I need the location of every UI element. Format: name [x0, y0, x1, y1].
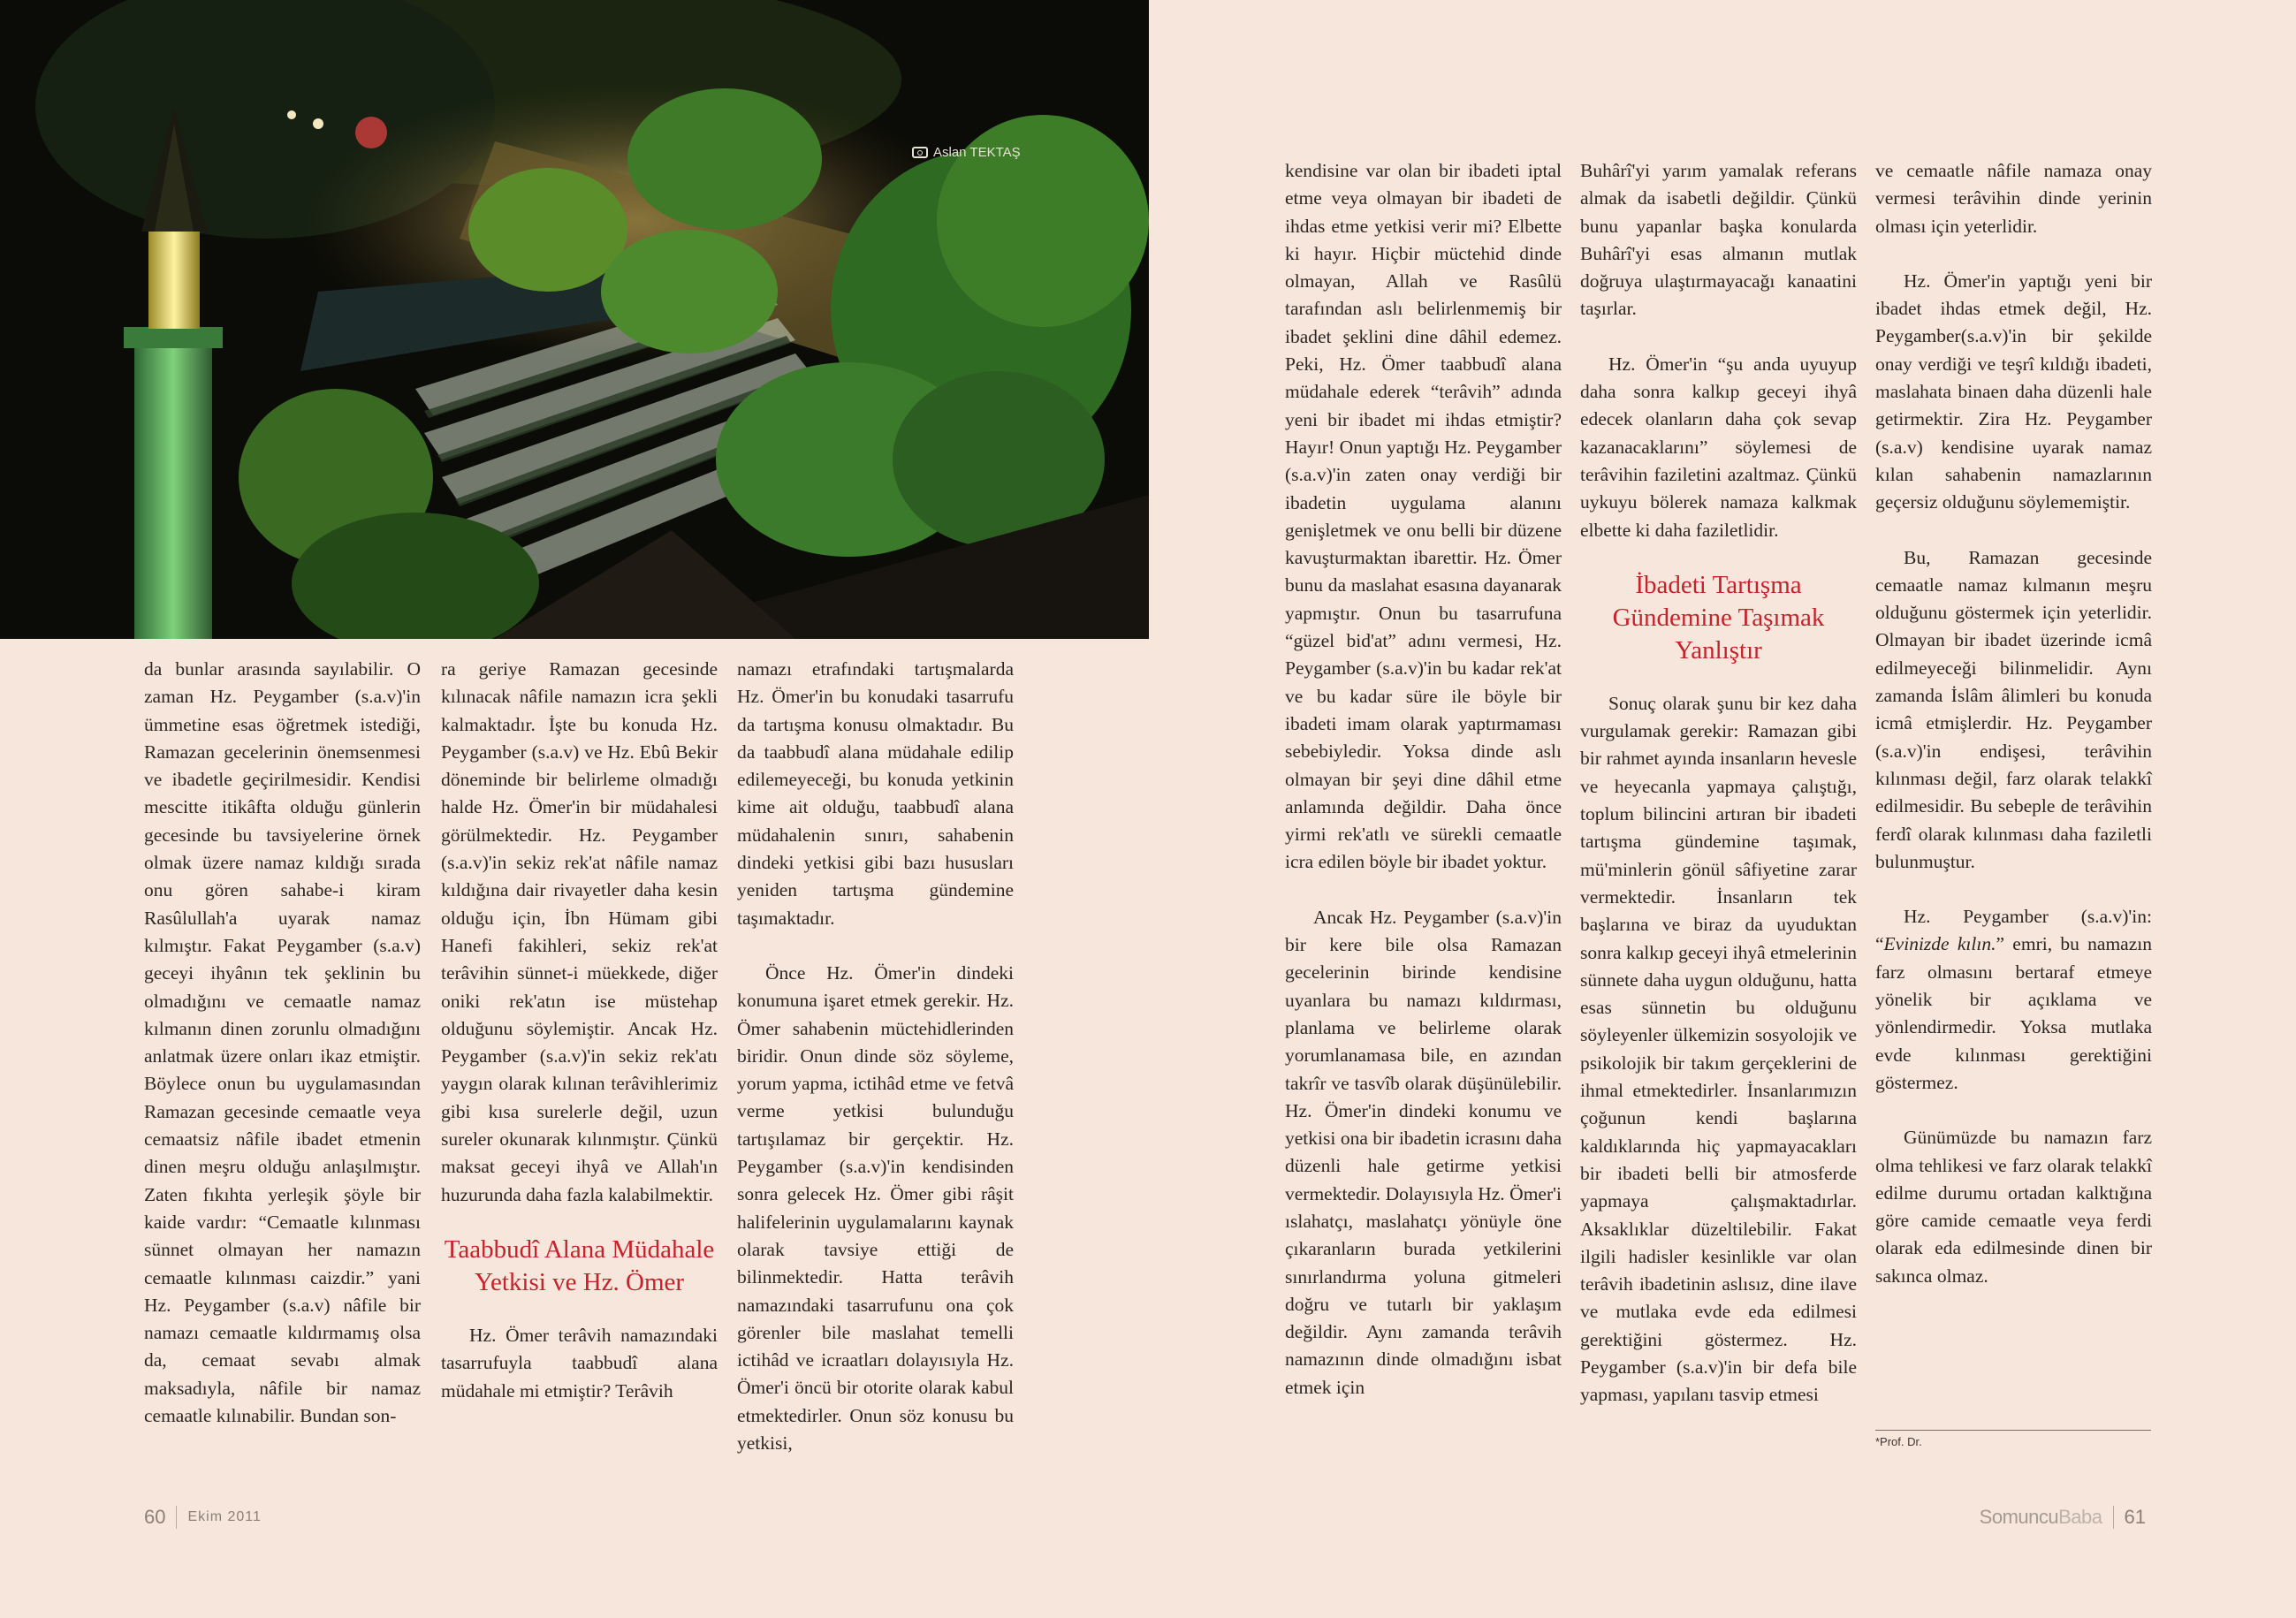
paragraph: da bunlar arasında sayılabilir. O zaman Hz. Peygamber (s.a.v)'in ümmetine esas öğretmek istediği, Ramazan gecelerinin önemsenmesi ve ibadetle geçirilmesidir. Kendisi mescitte itikâfta olduğu günlerin gecesinde bu tavsiyelerine örnek olmak üzere namaz kıldığı sırada onu gören sahabe-i kiram Rasûlullah'a uyarak namaz kılmıştır. Fakat Peygamber (s.a.v) geceyi ihyânın tek şeklinin bu olmadığını ve cemaatle namaz kılmanın dinen zorunlu olmadığını anlatmak üzere onları ikaz etmiştir. Böylece onun bu uygulamasından Ramazan gecesinde cemaatle veya cemaatsiz nâfile ibadet etmenin dinen meşru olduğu anlaşılmıştır. Zaten fıkıhta yerleşik şöyle bir kaide vardır: “Cemaatle kılınması sünnet olmayan her namazın cemaatle kılınması caizdir.” yani Hz. Peygamber (s.a.v) nâfile bir namazı cemaatle kıldırmamış olsa da, cemaat sevabı almak maksadıyla, nâfile bir namaz cemaatle kılınabilir. Bundan son- — [144, 658, 421, 1427]
paragraph: Hz. Ömer'in “şu anda uyuyup daha sonra kalkıp geceyi ihyâ edecek olanların daha çok sevap kazanacaklarını” söylemesi de terâvihin faziletini azaltmaz. Çünkü uykuyu bölerek namaza kalkmak elbette ki daha faziletlidir. — [1580, 353, 1857, 541]
issue-date: Ekim 2011 — [187, 1509, 262, 1524]
paragraph: Ancak Hz. Peygamber (s.a.v)'in bir kere bile olsa Ramazan gecelerinin birinde kendisine uyanlara bu namazı kıldırması, planlama ve belirleme olarak yorumlanamasa bile, en azından takrîr ve tasvîb olarak düşünülebilir. Hz. Ömer'in dindeki konumu ve yetkisi ona bir ibadetin icrasını daha düzenli hale getirme yetkisi vermektedir. Dolayısıyla Hz. Ömer'i ıslahatçı, maslahatçı yönüyle öne çıkaranların burada yetkilerini sınırlandırma yoluna gitmeleri doğru ve tutarlı bir yaklaşım değildir. Aynı zamanda terâvih namazının dinde olmadığını isbat etmek için — [1285, 906, 1562, 1398]
section-heading: Taabbudî Alana Müdahale Yetkisi ve Hz. Ömer — [444, 1234, 715, 1296]
divider — [2113, 1506, 2114, 1529]
quote-text: Evinizde kılın. — [1883, 933, 1996, 955]
paragraph: ra geriye Ramazan gecesinde kılınacak nâfile namazın icra şekli kalmaktadır. İşte bu konuda Hz. Peygamber (s.a.v) ve Hz. Ebû Bekir döneminde bir belirleme olmadığı halde Hz. Ömer'in bir müdahalesi görülmektedir. Hz. Peygamber (s.a.v)'in sekiz rek'at nâfile namaz kıldığına dair rivayetler daha kesin olduğu için, İbn Hümam gibi Hanefi fakihleri, sekiz rek'at terâvihin sünnet-i müekkede, diğer oniki rek'atın ise müstehap olduğunu söylemiştir. Ancak Hz. Peygamber (s.a.v)'in sekiz rek'atı yaygın olarak kılınan terâvihlerimiz gibi kısa surelerle değil, uzun sureler okunarak kılınmıştır. Çünkü maksat geceyi ihyâ ve Allah'ın huzurunda daha fazla kalabilmektir. — [441, 658, 718, 1205]
divider — [176, 1506, 177, 1529]
column-1 — [144, 656, 421, 1430]
page-number: 60 — [144, 1506, 166, 1528]
footer-left — [144, 1506, 262, 1529]
column-3 — [737, 656, 1014, 1457]
text-run: Hz. Peygamber (s.a.v)'in: “ — [1875, 906, 2152, 955]
paragraph: Önce Hz. Ömer'in dindeki konumuna işaret etmek gerekir. Hz. Ömer sahabenin müctehidlerinden biridir. Onun dinde söz söyleme, yorum yapma, ictihâd etme ve fetvâ verme yetkisi bulunduğu tartışılamaz bir gerçektir. Hz. Peygamber (s.a.v)'in kendisinden sonra gelecek Hz. Ömer gibi râşit halifelerinin uygulamalarını kaynak olarak tavsiye ettiği de bilinmektedir. Hatta terâvih namazındaki tasarrufunu ona çok görenler bile maslahat temelli ictihâd ve icraatları dolayısıyla Hz. Ömer'i öncü bir otorite olarak kabul etmektedirler. Onun söz konusu bu yetkisi, — [737, 961, 1014, 1455]
footnote-rule — [1875, 1430, 2151, 1431]
paragraph — [1875, 903, 2152, 1097]
paragraph: Sonuç olarak şunu bir kez daha vurgulamak gerekir: Ramazan gibi bir rahmet ayında insanların hevesle ve heyecanla yapmaya çalıştığı, toplum bilincini artıran bir ibadeti tartışma gündemine taşımak, mü'minlerin gönül sâfiyetine zarar vermektedir. İnsanların tek başlarına ve biraz da uyuduktan sonra kalkıp geceyi ihyâ etmelerinin sünnete daha uygun olduğunu, hatta esas sünnetin bu olduğunu söyleyenler ülkemizin sosyolojik ve psikolojik bir takım gerçeklerini de ihmal etmektedirler. İnsanlarımızın çoğunun kendi başlarına kaldıklarında hiç yapmayacakları bir ibadeti belli bir atmosferde yapmaya çalışmaktadırlar. Aksaklıklar düzeltilebilir. Fakat ilgili hadisler kesinlikle var olan terâvih ibadetinin aslısız, dine ilave ve mutlaka evde eda edilmesi gerektiğini göstermez. Hz. Peygamber (s.a.v)'in bir defa bile yapması, yapılanı tasvip etmesi — [1580, 692, 1857, 1406]
photo-credit-text: Aslan TEKTAŞ — [933, 145, 1021, 160]
paragraph: ve cemaatle nâfile namaza onay vermesi terâvihin dinde yerinin olması için yeterlidir. — [1875, 160, 2152, 237]
paragraph: Buhârî'yi yarım yamalak referans almak da isabetli değildir. Çünkü bunu yapanlar başka konularda Buhârî'yi esas almanın mutlak doğruya ulaştırmayacağı kanaatini taşırlar. — [1580, 160, 1857, 320]
paragraph: kendisine var olan bir ibadeti iptal etme veya olmayan bir ibadeti de ihdas etme yetkisi verir mi? Elbette ki hayır. Hiçbir müctehid dinde olmayan, Allah ve Rasûlü tarafından aslı belirlenmemiş bir ibadet şeklini dine dâhil edemez. Peki, Hz. Ömer taabbudî alana müdahale ederek “terâvih” adında yeni bir ibadet mi ihdas etmiştir? Hayır! Onun yaptığı Hz. Peygamber (s.a.v)'in zaten onay verdiği bir ibadetin uygulama alanını genişletmek ve onu belli bir düzene kavuşturmaktan ibarettir. Hz. Ömer bunu da maslahat esasına dayanarak yapmıştır. Onun bu tasarrufuna “güzel bid'at” adını vermesi, Hz. Peygamber (s.a.v)'in bu kadar rek'at ve bu kadar süre ile böyle bir ibadeti imam olarak yaptırmaması sebebiyledir. Yoksa dinde aslı olmayan bir şeyi dine dâhil etme anlamında değildir. Daha önce yirmi rek'atlı ve sürekli cemaatle icra edilen böyle bir ibadet yoktur. — [1285, 160, 1562, 873]
photo-credit — [912, 145, 1021, 160]
paragraph: Bu, Ramazan gecesinde cemaatle namaz kılmanın meşru olduğunu göstermek için yeterlidir. Olmayan bir ibadet üzerinde icmâ edilmeyeceği bilinmelidir. Aynı zamanda İslâm âlimleri bu konuda icmâ etmişlerdir. Hz. Peygamber (s.a.v)'in endişesi, terâvihin kılınması değil, farz olarak telakkî edilmesidir. Bu sebeple de terâvihin ferdî olarak kılınması daha faziletli bulunmuştur. — [1875, 546, 2152, 872]
footer-right — [1980, 1506, 2146, 1529]
night-mosque-photo — [0, 0, 1149, 639]
brand-part: Somuncu — [1979, 1506, 2059, 1528]
paragraph: Günümüzde bu namazın farz olma tehlikesi ve farz olarak telakkî edilme durumu ortadan kalktığına göre camide cemaatle veya ferdi olarak eda edilmesinde dinen bir sakınca olmaz. — [1875, 1127, 2152, 1287]
column-2 — [441, 656, 718, 1405]
brand-part: Baba — [2058, 1506, 2102, 1528]
paragraph: Hz. Ömer'in yaptığı yeni bir ibadet ihdas etmek değil, Hz. Peygamber(s.a.v)'in bir şekilde onay verdiği ve teşrî kıldığı ibadeti, maslahata binaen daha düzenli hale getirmektir. Zira Hz. Peygamber (s.a.v) kendisine uyarak namaz kılan sahabenin namazlarının geçersiz olduğunu söylememiştir. — [1875, 270, 2152, 513]
magazine-logo — [1980, 1506, 2102, 1529]
text-run: ” emri, bu namazın farz olmasını bertaraf etmeye yönelik bir açıklama ve yönlendirmedir. Yoksa mutlaka evde kılınması gerektiğini göstermez. — [1875, 933, 2152, 1093]
column-6 — [1875, 157, 2152, 1290]
camera-icon — [912, 147, 928, 158]
footnote: *Prof. Dr. — [1875, 1435, 1922, 1448]
column-5 — [1580, 157, 1857, 1409]
section-heading: İbadeti Tartışma Gündemine Taşımak Yanlıştır — [1612, 570, 1825, 665]
paragraph: Hz. Ömer terâvih namazındaki tasarrufuyla taabbudî alana müdahale mi etmiştir? Terâvih — [441, 1324, 718, 1402]
column-4 — [1285, 157, 1562, 1402]
page-number: 61 — [2124, 1506, 2146, 1528]
paragraph: namazı etrafındaki tartışmalarda Hz. Ömer'in bu konudaki tasarrufu da tartışma konusu olmaktadır. Bu da taabbudî alana müdahale edilip edilemeyeceği, bu konuda yetkinin kime ait olduğu, taabbudî alana müdahalenin sınırı, sahabenin dindeki yetkisi gibi bazı hususları yeniden tartışma gündemine taşımaktadır. — [737, 658, 1014, 929]
